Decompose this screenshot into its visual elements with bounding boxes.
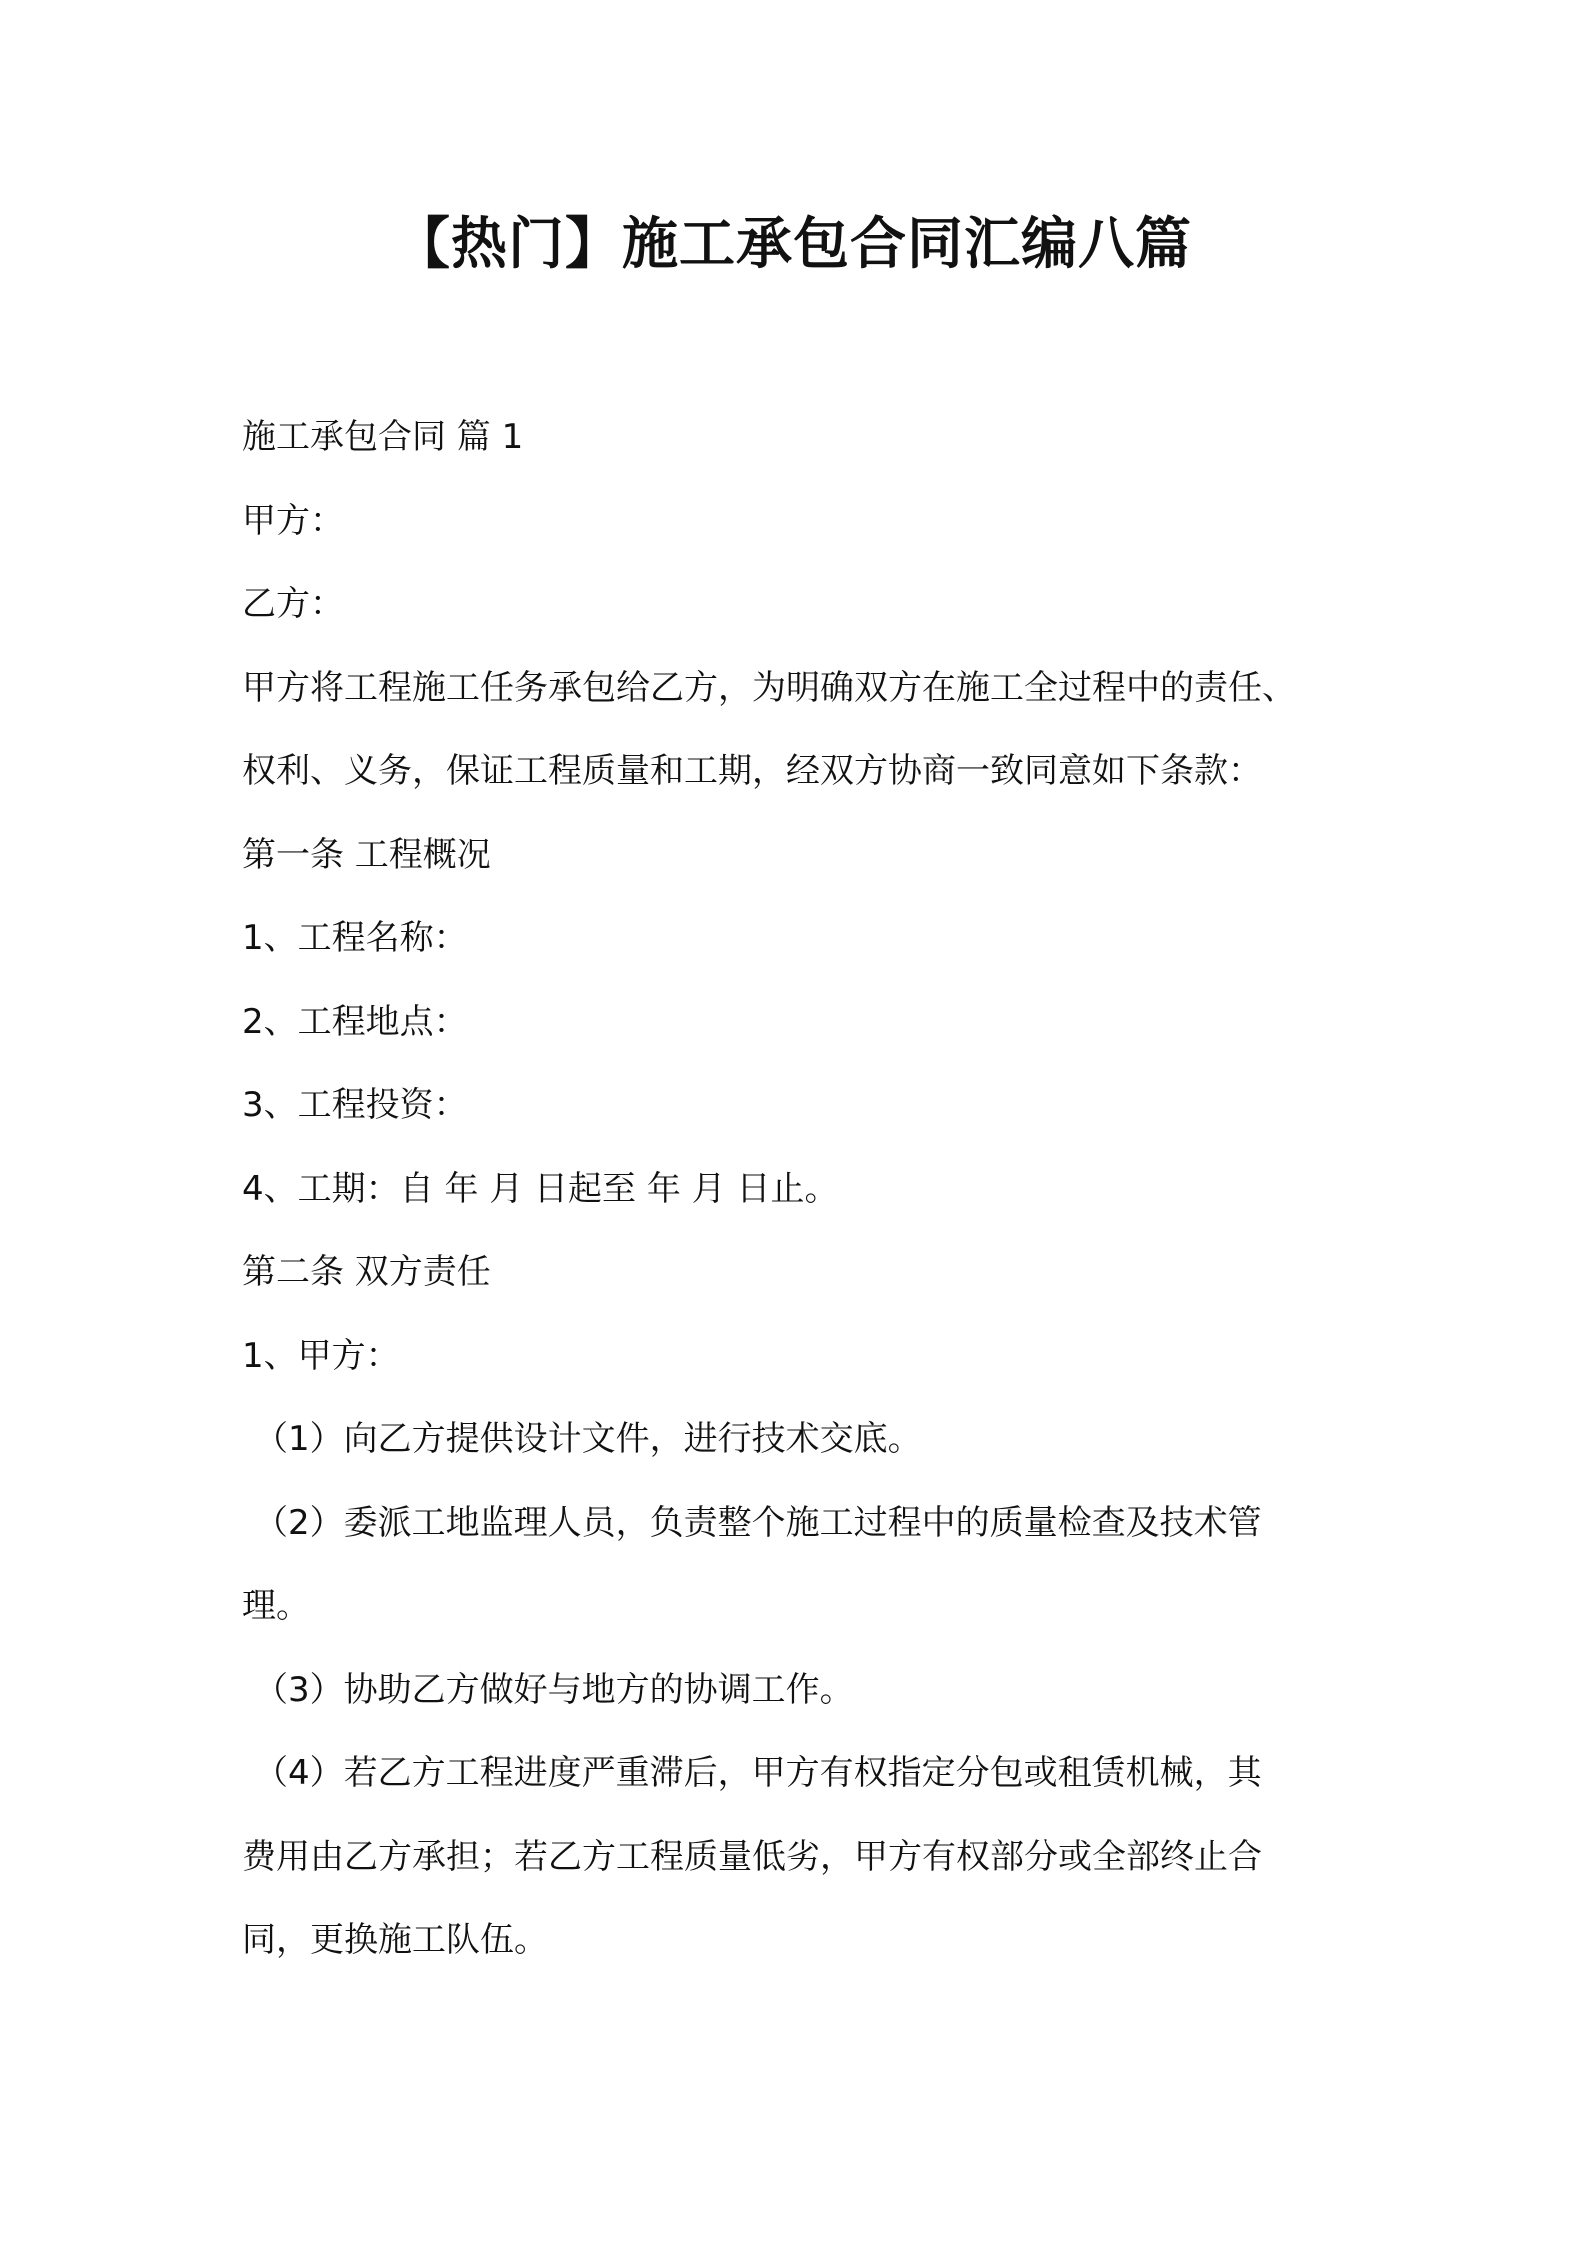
- paragraph-line: 同，更换施工队伍。: [242, 1920, 548, 1960]
- paragraph-line: 2、工程地点：: [242, 1001, 468, 1042]
- paragraph-line: （2）委派工地监理人员，负责整个施工过程中的质量检查及技术管: [254, 1502, 1262, 1543]
- paragraph-line: 4、工期：自 年 月 日起至 年 月 日止。: [242, 1168, 839, 1209]
- paragraph-line: 甲方将工程施工任务承包给乙方，为明确双方在施工全过程中的责任、: [242, 667, 1296, 708]
- paragraph-line: 施工承包合同 篇 1: [242, 417, 524, 457]
- paragraph-line: 费用由乙方承担；若乙方工程质量低劣，甲方有权部分或全部终止合: [242, 1836, 1262, 1877]
- paragraph-line: 理。: [242, 1586, 310, 1626]
- paragraph-line: 3、工程投资：: [242, 1085, 468, 1125]
- paragraph-line: 甲方：: [242, 500, 344, 541]
- paragraph-line: （1）向乙方提供设计文件，进行技术交底。: [254, 1419, 922, 1459]
- paragraph-line: （3）协助乙方做好与地方的协调工作。: [254, 1669, 854, 1710]
- paragraph-line: 1、甲方：: [242, 1335, 400, 1376]
- paragraph-line: （4）若乙方工程进度严重滞后，甲方有权指定分包或租赁机械，其: [254, 1753, 1262, 1793]
- paragraph-line: 权利、义务，保证工程质量和工期，经双方协商一致同意如下条款：: [242, 751, 1262, 791]
- paragraph-line: 1、工程名称：: [242, 918, 468, 958]
- paragraph-line: 第一条 工程概况: [242, 834, 491, 875]
- document-title: 【热门】施工承包合同汇编八篇: [394, 212, 1192, 277]
- paragraph-line: 乙方：: [242, 584, 344, 624]
- paragraph-line: 第二条 双方责任: [242, 1252, 491, 1292]
- document-body: [242, 396, 1382, 1983]
